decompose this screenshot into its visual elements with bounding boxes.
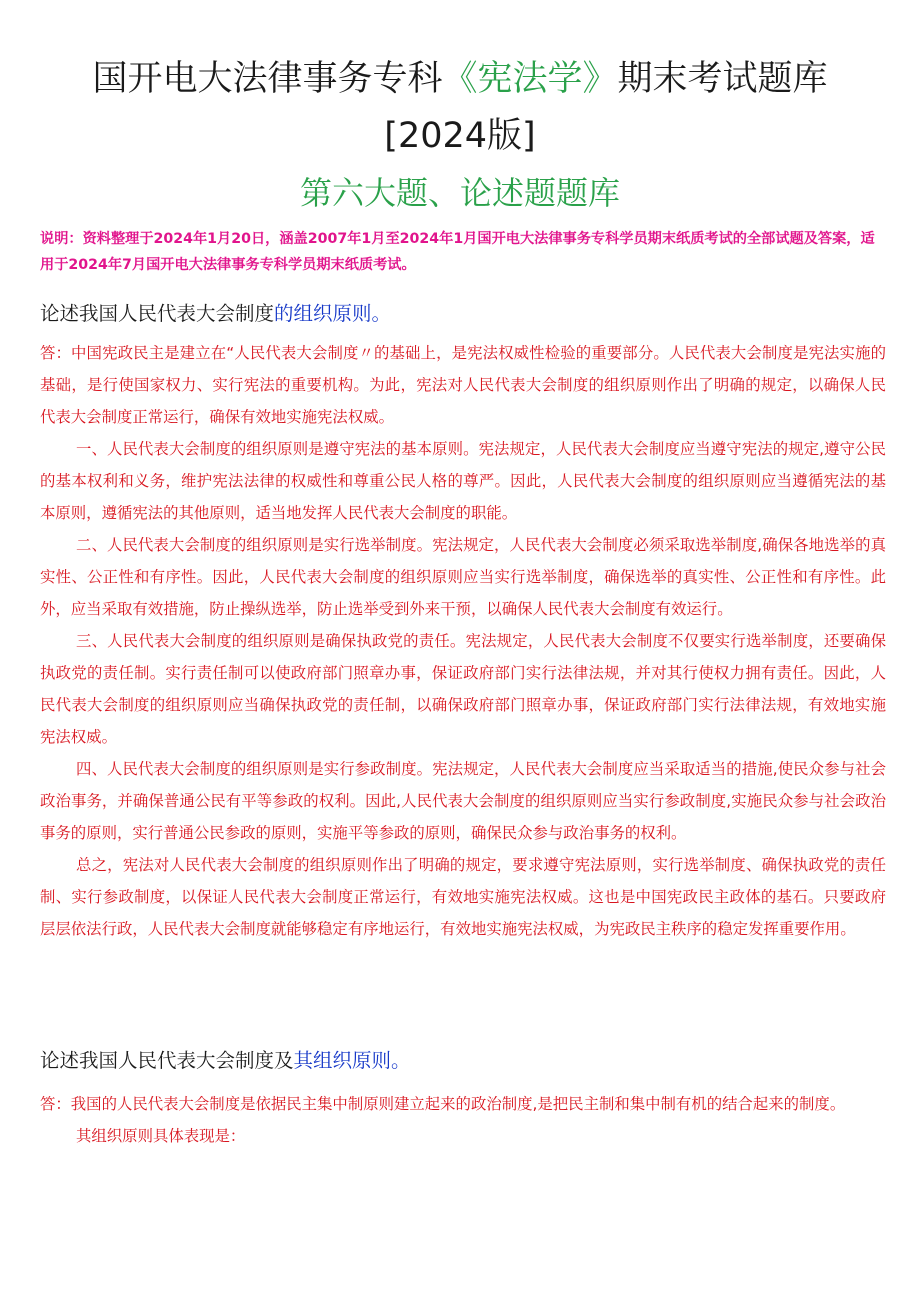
answer-block-1 [40,337,886,945]
title-part1: 国开电大法律事务专科 [92,59,443,99]
answer-paragraph: 三、人民代表大会制度的组织原则是确保执政党的责任。宪法规定，人民代表大会制度不仅要实行选举制度，还要确保执政党的责任制。实行责任制可以使政府部门照章办事，保证政府部门实行法律法规，并对其行使权力拥有责任。因此，人民代表大会制度的组织原则应当确保执政党的责任制，以确保政府部门照章办事，保证政府部门实行法律法规，有效地实施宪法权威。 [40,632,886,746]
question-title-2 [40,1046,886,1076]
question-title-1-blue: 的组织原则。 [274,302,392,325]
answer-paragraph: 二、人民代表大会制度的组织原则是实行选举制度。宪法规定，人民代表大会制度必须采取选举制度,确保各地选举的真实性、公正性和有序性。因此，人民代表大会制度的组织原则应当实行选举制度，确保选举的真实性、公正性和有序性。此外，应当采取有效措施，防止操纵选举，防止选举受到外来干预，以确保人民代表大会制度有效运行。 [40,536,886,618]
title-part2: 期末考试题库 [617,59,828,99]
answer-paragraph: 四、人民代表大会制度的组织原则是实行参政制度。宪法规定，人民代表大会制度应当采取适当的措施,使民众参与社会政治事务，并确保普通公民有平等参政的权利。因此,人民代表大会制度的组织原则应当实行参政制度,实施民众参与社会政治事务的原则，实行普通公民参政的原则，实施平等参政的原则，确保民众参与政治事务的权利。 [40,760,886,842]
answer-paragraph: 其组织原则具体表现是： [76,1127,246,1145]
question-title-1 [40,299,886,329]
answer-paragraph: 答：我国的人民代表大会制度是依据民主集中制原则建立起来的政治制度,是把民主制和集中制有机的结合起来的制度。 [40,1095,846,1113]
edition-label: [2024版] [384,116,536,156]
answer-block-2 [40,1088,886,1152]
question-title-2-black: 论述我国人民代表大会制度及 [40,1049,294,1072]
answer-paragraph: 一、人民代表大会制度的组织原则是遵守宪法的基本原则。宪法规定，人民代表大会制度应当遵守宪法的规定,遵守公民的基本权利和义务，维护宪法法律的权威性和尊重公民人格的尊严。因此，人民代表大会制度的组织原则应当遵循宪法的基本原则，遵循宪法的其他原则，适当地发挥人民代表大会制度的职能。 [40,440,886,522]
section-heading: 第六大题、论述题题库 [299,174,620,212]
note-paragraph: 说明：资料整理于2024年1月20日，涵盖2007年1月至2024年1月国开电大法律事务专科学员期末纸质考试的全部试题及答案，适用于2024年7月国开电大法律事务专科学员期末纸质考试。 [40,231,875,273]
question-title-1-black: 论述我国人民代表大会制度 [40,302,275,325]
title-course-name: 《宪法学》 [442,59,618,99]
document-title [0,58,920,100]
answer-paragraph: 答：中国宪政民主是建立在“人民代表大会制度〃的基础上，是宪法权威性检验的重要部分。人民代表大会制度是宪法实施的基础，是行使国家权力、实行宪法的重要机构。为此，宪法对人民代表大会制度的组织原则作出了明确的规定，以确保人民代表大会制度正常运行，确保有效地实施宪法权威。 [40,344,886,426]
answer-paragraph: 总之，宪法对人民代表大会制度的组织原则作出了明确的规定，要求遵守宪法原则，实行选举制度、确保执政党的责任制、实行参政制度，以保证人民代表大会制度正常运行，有效地实施宪法权威。这也是中国宪政民主政体的基石。只要政府层层依法行政，人民代表大会制度就能够稳定有序地运行，有效地实施宪法权威，为宪政民主秩序的稳定发挥重要作用。 [40,856,886,938]
question-title-2-blue: 其组织原则。 [293,1049,411,1072]
